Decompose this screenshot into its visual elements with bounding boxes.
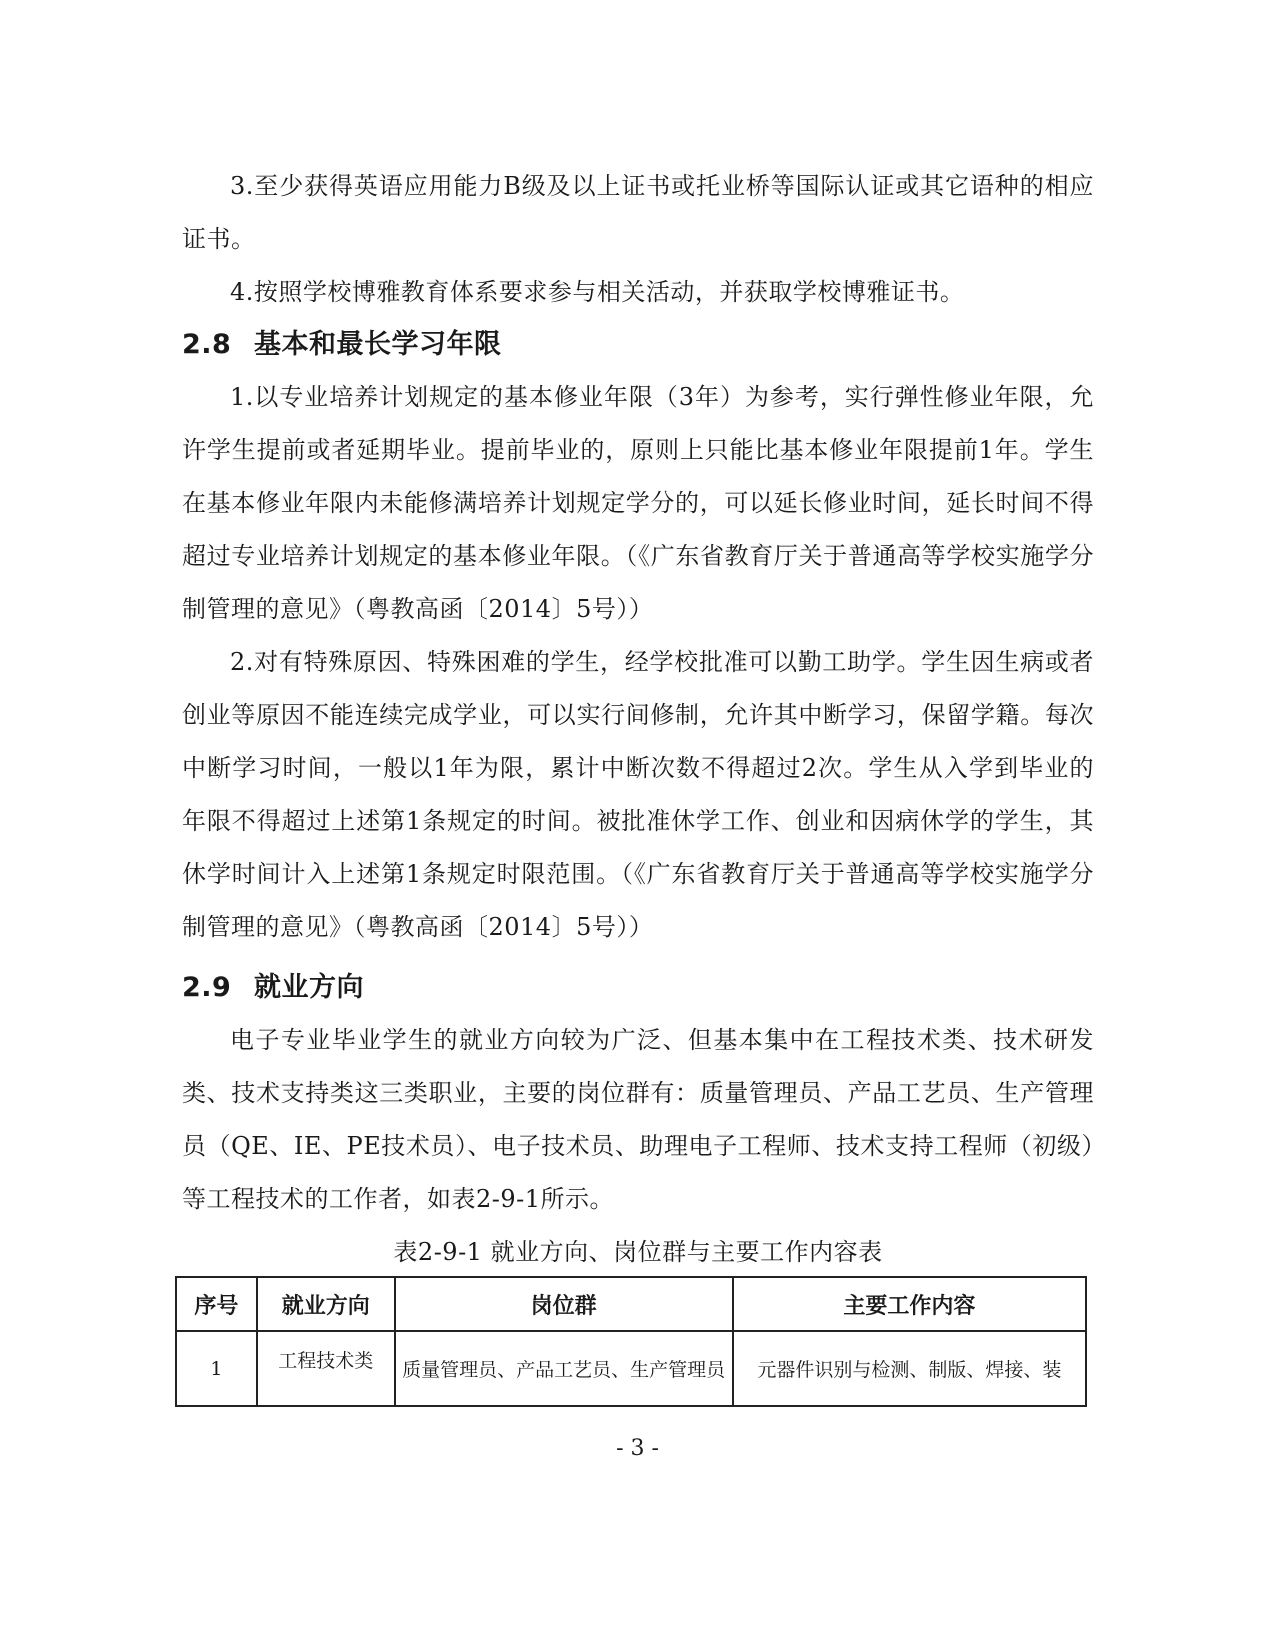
paragraph-employment: 电子专业毕业学生的就业方向较为广泛、但基本集中在工程技术类、技术研发类、技术支持类这三类职业，主要的岗位群有：质量管理员、产品工艺员、生产管理员（QE、IE、PE技术员）、电子技术员、助理电子工程师、技术支持工程师（初级）等工程技术的工作者，如表2-9-1所示。 xyxy=(182,1026,1094,1213)
paragraph-study-years-1: 1.以专业培养计划规定的基本修业年限（3年）为参考，实行弹性修业年限，允许学生提前或者延期毕业。提前毕业的，原则上只能比基本修业年限提前1年。学生在基本修业年限内未能修满培养计划规定学分的，可以延长修业时间，延长时间不得超过专业培养计划规定的基本修业年限。（《广东省教育厅关于普通高等学校实施学分制管理的意见》（粤教高函〔2014〕5号）） xyxy=(182,383,1094,623)
table-header-row xyxy=(176,1277,1086,1331)
section-heading-2-8 xyxy=(182,327,1094,363)
section-heading-2-9 xyxy=(182,970,1094,1006)
cell-job-group: 质量管理员、产品工艺员、生产管理员 xyxy=(395,1331,733,1406)
cell-main-work: 元器件识别与检测、制版、焊接、装 xyxy=(733,1331,1086,1406)
header-direction: 就业方向 xyxy=(257,1277,395,1331)
section-number: 2.8 xyxy=(182,329,232,360)
cell-index: 1 xyxy=(176,1331,257,1406)
section-number: 2.9 xyxy=(182,972,232,1003)
page-content xyxy=(182,160,1094,1407)
table-row xyxy=(176,1331,1086,1406)
section-title: 就业方向 xyxy=(254,972,364,1003)
cell-direction: 工程技术类 xyxy=(257,1331,395,1406)
header-job-group: 岗位群 xyxy=(395,1277,733,1331)
table-caption: 表2-9-1 就业方向、岗位群与主要工作内容表 xyxy=(393,1238,883,1266)
paragraph-boya-certificate: 4.按照学校博雅教育体系要求参与相关活动，并获取学校博雅证书。 xyxy=(230,278,965,306)
section-title: 基本和最长学习年限 xyxy=(254,329,502,360)
header-index: 序号 xyxy=(176,1277,257,1331)
paragraph-english-certificate: 3.至少获得英语应用能力B级及以上证书或托业桥等国际认证或其它语种的相应证书。 xyxy=(182,172,1094,253)
employment-table xyxy=(175,1276,1087,1407)
paragraph-study-years-2: 2.对有特殊原因、特殊困难的学生，经学校批准可以勤工助学。学生因生病或者创业等原因不能连续完成学业，可以实行间修制，允许其中断学习，保留学籍。每次中断学习时间，一般以1年为限，累计中断次数不得超过2次。学生从入学到毕业的年限不得超过上述第1条规定的时间。被批准休学工作、创业和因病休学的学生，其休学时间计入上述第1条规定时限范围。（《广东省教育厅关于普通高等学校实施学分制管理的意见》（粤教高函〔2014〕5号）） xyxy=(182,648,1094,941)
page-number: - 3 - xyxy=(616,1436,659,1461)
header-main-work: 主要工作内容 xyxy=(733,1277,1086,1331)
